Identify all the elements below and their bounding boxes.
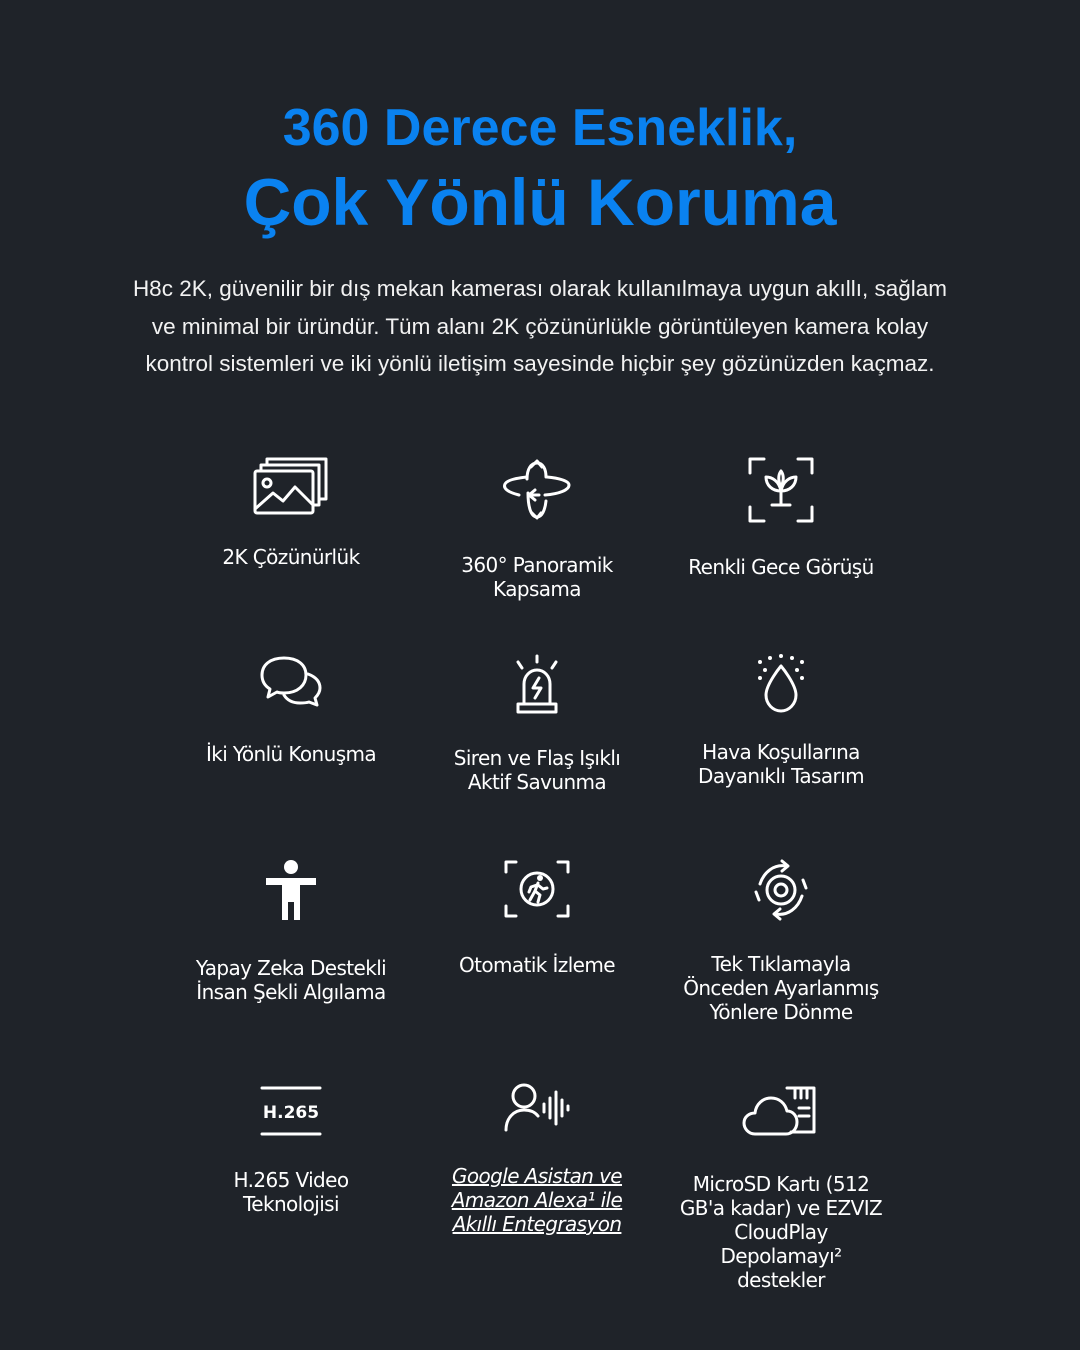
voice-assistant-icon bbox=[502, 1080, 572, 1136]
page-title-line-1: 360 Derece Esneklik, bbox=[282, 99, 798, 157]
description-line: ve minimal bir üründür. Tüm alanı 2K çözünürlükle görüntüleyen kamera kolay bbox=[151, 313, 929, 339]
feature-two-way-talk bbox=[166, 652, 416, 766]
feature-auto-tracking bbox=[412, 858, 662, 977]
h265-icon bbox=[256, 1080, 326, 1140]
feature-label-link[interactable]: Google Asistan ve Amazon Alexa¹ ile Akıllı Entegrasyon bbox=[451, 1164, 623, 1236]
human-figure-icon bbox=[256, 858, 326, 928]
feature-label: Tek Tıklamayla Önceden Ayarlanmış Yönlere Dönme bbox=[683, 952, 879, 1024]
feature-preset-rotation bbox=[656, 858, 906, 1024]
feature-label: Siren ve Flaş Işıklı Aktif Savunma bbox=[453, 746, 621, 794]
feature-human-detection bbox=[166, 858, 416, 1004]
description-line: kontrol sistemleri ve iki yönlü iletişim sayesinde hiçbir şey gözünüzden kaçmaz. bbox=[145, 351, 935, 376]
auto-tracking-icon bbox=[502, 858, 572, 920]
feature-label: Yapay Zeka Destekli İnsan Şekli Algılama bbox=[195, 956, 387, 1004]
product-description bbox=[0, 270, 1080, 383]
feature-color-night-vision bbox=[656, 455, 906, 579]
preset-rotate-icon bbox=[746, 858, 816, 922]
feature-label: Renkli Gece Görüşü bbox=[688, 555, 874, 579]
images-icon bbox=[251, 455, 331, 517]
panoramic-rotate-icon bbox=[497, 455, 577, 525]
svg-text:H.265: H.265 bbox=[262, 1103, 320, 1123]
feature-panoramic bbox=[412, 455, 662, 601]
feature-h265 bbox=[166, 1080, 416, 1216]
feature-label: İki Yönlü Konuşma bbox=[205, 742, 377, 766]
feature-storage bbox=[656, 1080, 906, 1292]
description-line: H8c 2K, güvenilir bir dış mekan kamerası olarak kullanılmaya uygun akıllı, sağlam bbox=[132, 276, 948, 301]
water-drop-icon bbox=[746, 652, 816, 718]
night-vision-plant-icon bbox=[746, 455, 816, 525]
feature-weatherproof bbox=[656, 652, 906, 788]
cloud-sd-card-icon bbox=[741, 1080, 821, 1140]
feature-siren-flash bbox=[412, 652, 662, 794]
feature-label: 2K Çözünürlük bbox=[222, 545, 360, 569]
siren-icon bbox=[502, 652, 572, 718]
feature-label: MicroSD Kartı (512 GB'a kadar) ve EZVIZ CloudPlay Depolamayı² destekler bbox=[679, 1172, 883, 1292]
feature-label: Hava Koşullarına Dayanıklı Tasarım bbox=[698, 740, 864, 788]
feature-2k-resolution bbox=[166, 455, 416, 569]
chat-bubbles-icon bbox=[256, 652, 326, 716]
feature-label: 360° Panoramik Kapsama bbox=[461, 553, 613, 601]
page-title-line-2: Çok Yönlü Koruma bbox=[243, 165, 837, 239]
feature-label: Otomatik İzleme bbox=[459, 953, 615, 977]
feature-label: H.265 Video Teknolojisi bbox=[233, 1168, 349, 1216]
feature-voice-assistant[interactable] bbox=[412, 1080, 662, 1236]
